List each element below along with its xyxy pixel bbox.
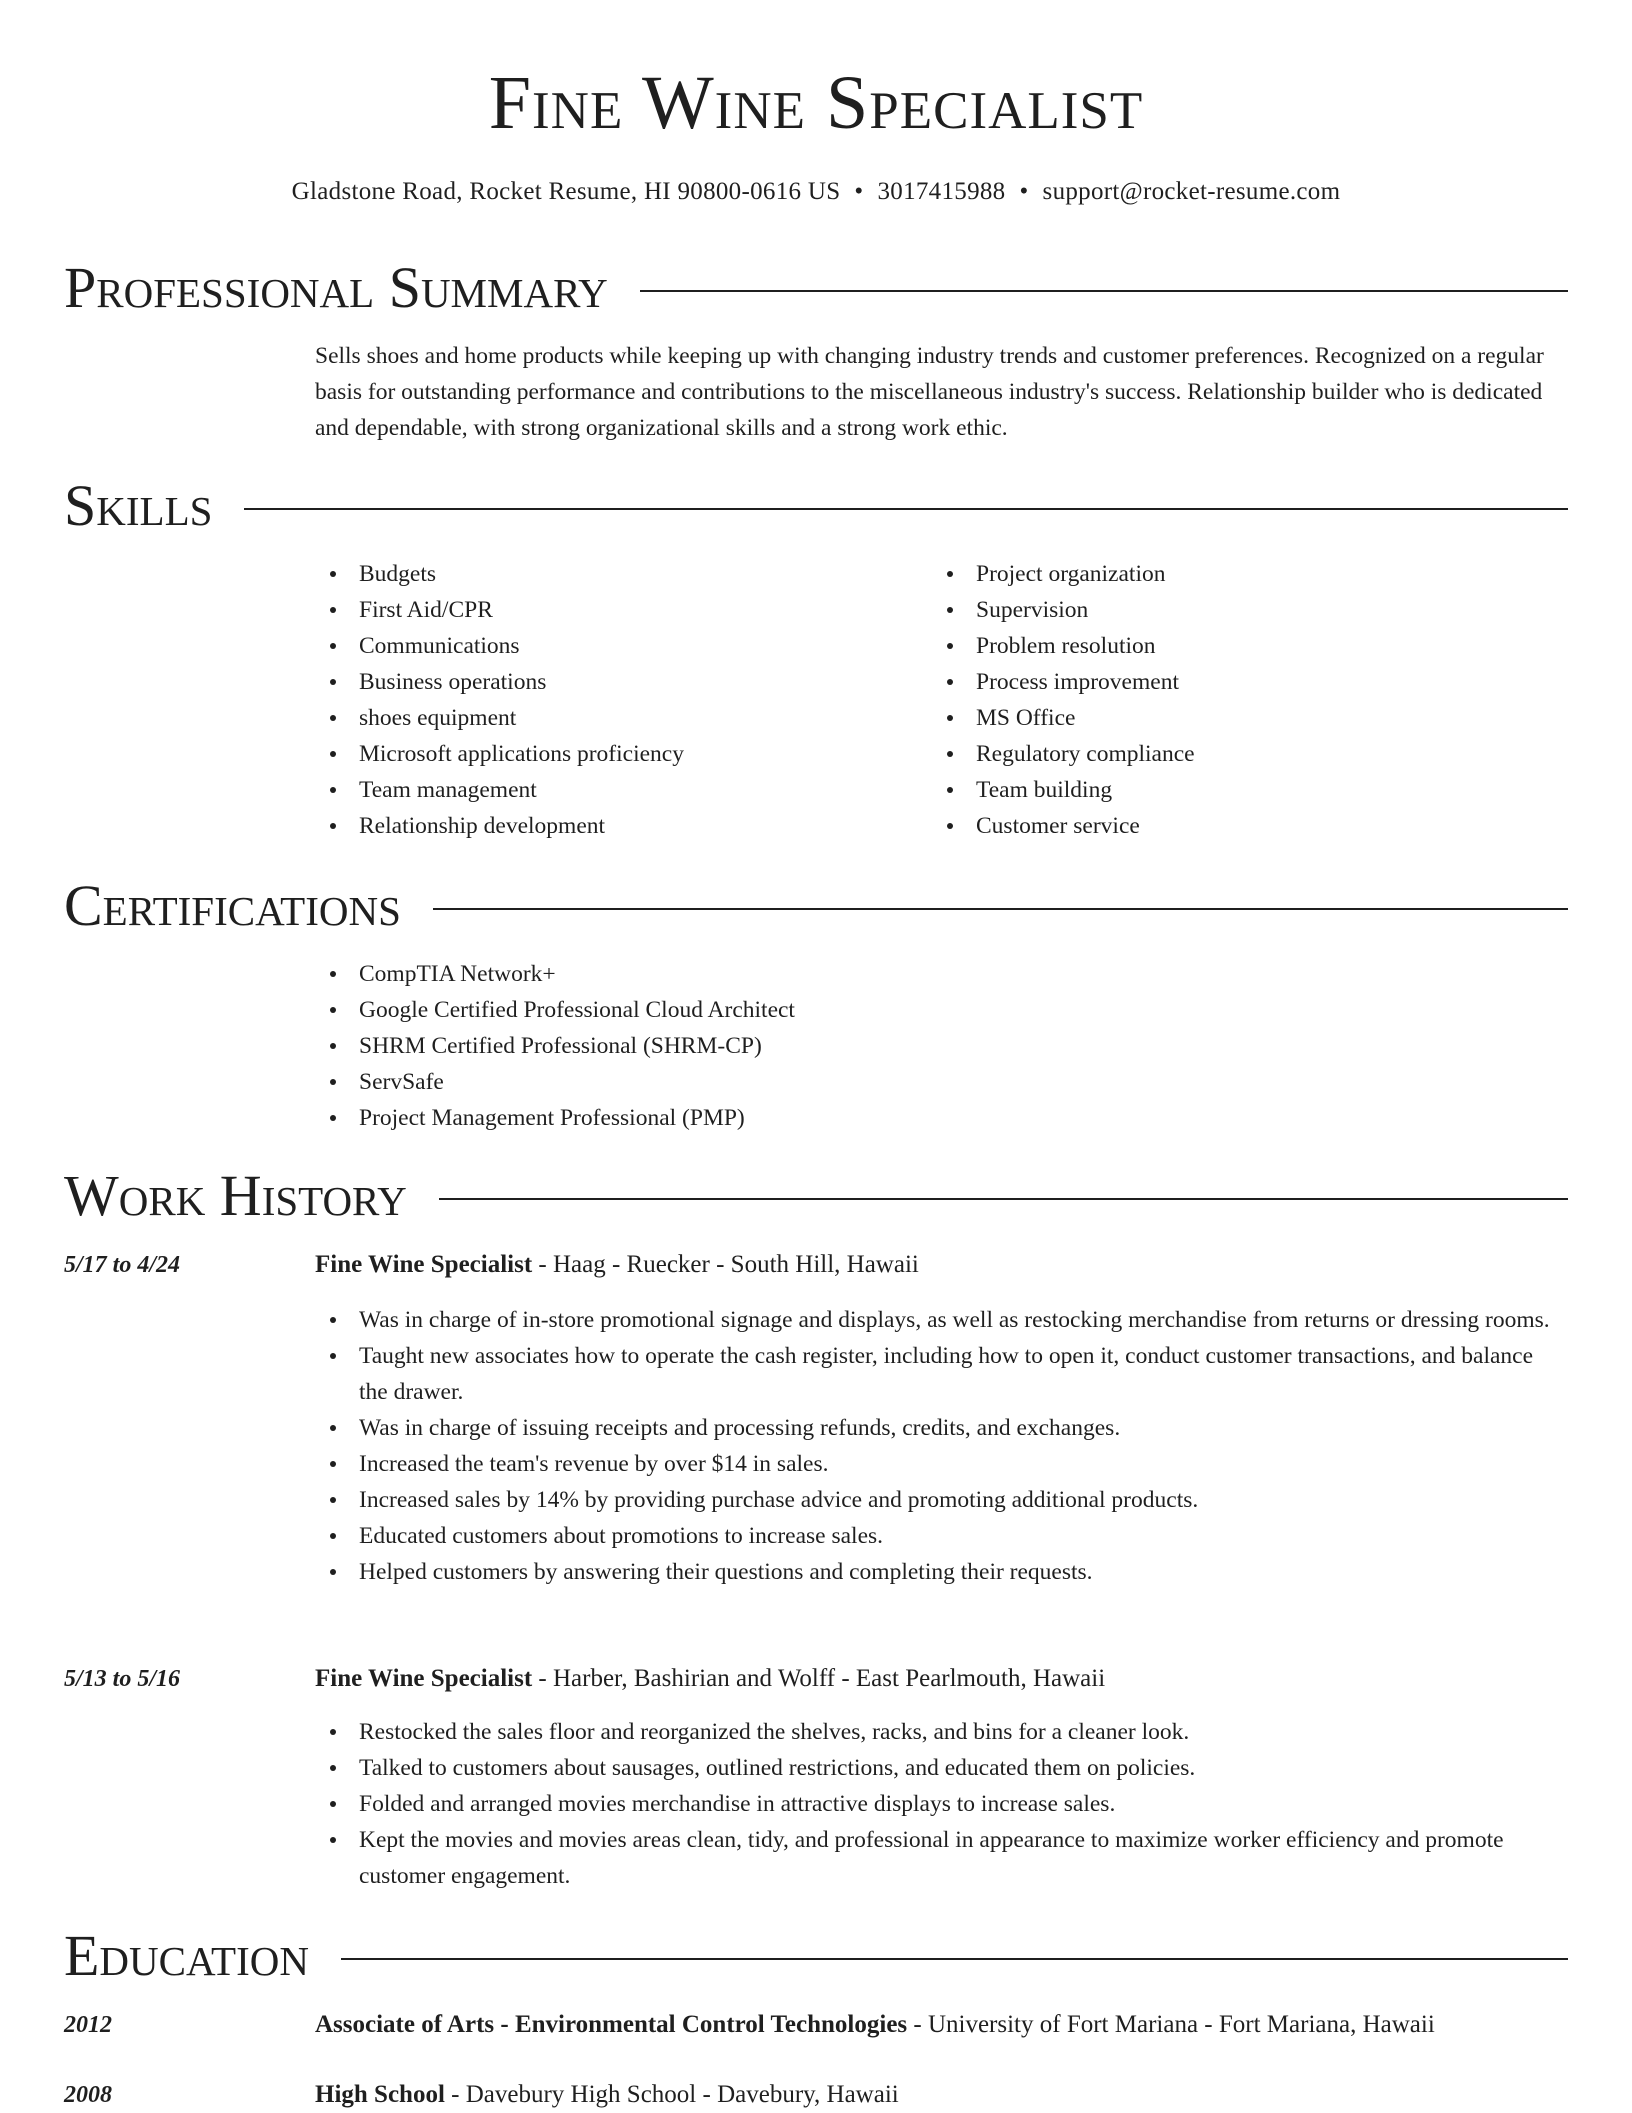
- list-item: Communications: [315, 628, 684, 664]
- list-item: Customer service: [932, 808, 1195, 844]
- skills-list-right: [932, 556, 1195, 844]
- list-item: Project Management Professional (PMP): [315, 1100, 795, 1136]
- list-item: Helped customers by answering their questions and completing their requests.: [315, 1554, 1552, 1590]
- education-year: 2008: [64, 2082, 112, 2108]
- list-item: Microsoft applications proficiency: [315, 736, 684, 772]
- list-item: ServSafe: [315, 1064, 795, 1100]
- list-item: Increased the team's revenue by over $14 in sales.: [315, 1446, 1552, 1482]
- list-item: Was in charge of issuing receipts and processing refunds, credits, and exchanges.: [315, 1410, 1552, 1446]
- list-item: Talked to customers about sausages, outlined restrictions, and educated them on policies.: [315, 1750, 1552, 1786]
- list-item: Project organization: [932, 556, 1195, 592]
- section-rule: [433, 908, 1568, 910]
- summary-text: Sells shoes and home products while keeping up with changing industry trends and customer preferences. Recognized on a regular basis for outstanding performance and contributions to the miscellaneous industry's success. Relationship builder who is dedicated and dependable, with strong organizational skills and a strong work ethic.: [315, 343, 1544, 441]
- list-item: Increased sales by 14% by providing purchase advice and promoting additional products.: [315, 1482, 1552, 1518]
- job-bullets: [315, 1714, 1552, 1894]
- education-degree: High School: [315, 2081, 445, 2108]
- job-title-line: [315, 1247, 1568, 1283]
- list-item: Relationship development: [315, 808, 684, 844]
- list-item: Taught new associates how to operate the cash register, including how to open it, conduct customer transactions, and balance the drawer.: [315, 1338, 1552, 1410]
- list-item: shoes equipment: [315, 700, 684, 736]
- list-item: SHRM Certified Professional (SHRM-CP): [315, 1028, 795, 1064]
- contact-line: [0, 174, 1632, 210]
- section-header-skills: [64, 474, 1568, 538]
- candidate-name: Fine Wine Specialist: [488, 61, 1144, 145]
- section-rule: [341, 1958, 1568, 1960]
- list-item: First Aid/CPR: [315, 592, 684, 628]
- list-item: Team management: [315, 772, 684, 808]
- section-title: Work History: [64, 1163, 407, 1228]
- separator-bullet: •: [854, 178, 864, 205]
- list-item: Regulatory compliance: [932, 736, 1195, 772]
- education-year: 2012: [64, 2012, 112, 2038]
- list-item: Kept the movies and movies areas clean, tidy, and professional in appearance to maximize worker efficiency and promote customer engagement.: [315, 1822, 1552, 1894]
- section-title: Education: [64, 1923, 309, 1988]
- list-item: Budgets: [315, 556, 684, 592]
- section-header-certifications: [64, 874, 1568, 938]
- education-degree: Associate of Arts - Environmental Control Technologies: [315, 2011, 908, 2038]
- list-item: Educated customers about promotions to increase sales.: [315, 1518, 1552, 1554]
- phone: 3017415988: [877, 178, 1006, 205]
- section-title: Certifications: [64, 873, 401, 938]
- section-header-summary: [64, 256, 1568, 320]
- section-header-education: [64, 1924, 1568, 1988]
- list-item: Supervision: [932, 592, 1195, 628]
- section-title: Professional Summary: [64, 255, 608, 320]
- job-bullets: [315, 1302, 1552, 1590]
- list-item: Team building: [932, 772, 1195, 808]
- section-rule: [439, 1198, 1568, 1200]
- education-school: - Davebury High School - Davebury, Hawaii: [444, 2081, 899, 2108]
- list-item: Problem resolution: [932, 628, 1195, 664]
- list-item: Business operations: [315, 664, 684, 700]
- job-title: Fine Wine Specialist: [315, 1251, 533, 1278]
- list-item: Folded and arranged movies merchandise in attractive displays to increase sales.: [315, 1786, 1552, 1822]
- list-item: Google Certified Professional Cloud Architect: [315, 992, 795, 1028]
- certifications-list: [315, 956, 795, 1136]
- education-school: - University of Fort Mariana - Fort Mariana, Hawaii: [907, 2011, 1435, 2038]
- email: support@rocket-resume.com: [1042, 178, 1341, 205]
- job-dates: 5/17 to 4/24: [64, 1252, 181, 1278]
- section-rule: [244, 508, 1568, 510]
- list-item: MS Office: [932, 700, 1195, 736]
- section-header-work-history: [64, 1164, 1568, 1228]
- skills-list-left: [315, 556, 684, 844]
- list-item: Restocked the sales floor and reorganized the shelves, racks, and bins for a cleaner look.: [315, 1714, 1552, 1750]
- job-dates: 5/13 to 5/16: [64, 1666, 181, 1692]
- job-employer: - Harber, Bashirian and Wolff - East Pearlmouth, Hawaii: [532, 1665, 1106, 1692]
- education-entry: [315, 2077, 1568, 2113]
- list-item: Was in charge of in-store promotional signage and displays, as well as restocking merchandise from returns or dressing rooms.: [315, 1302, 1552, 1338]
- address: Gladstone Road, Rocket Resume, HI 90800-0616 US: [291, 178, 841, 205]
- section-title: Skills: [64, 473, 213, 538]
- job-title-line: [315, 1661, 1568, 1697]
- list-item: Process improvement: [932, 664, 1195, 700]
- section-rule: [640, 290, 1568, 292]
- job-title: Fine Wine Specialist: [315, 1665, 533, 1692]
- education-entry: [315, 2007, 1568, 2043]
- job-employer: - Haag - Ruecker - South Hill, Hawaii: [532, 1251, 919, 1278]
- separator-bullet: •: [1019, 178, 1029, 205]
- list-item: CompTIA Network+: [315, 956, 795, 992]
